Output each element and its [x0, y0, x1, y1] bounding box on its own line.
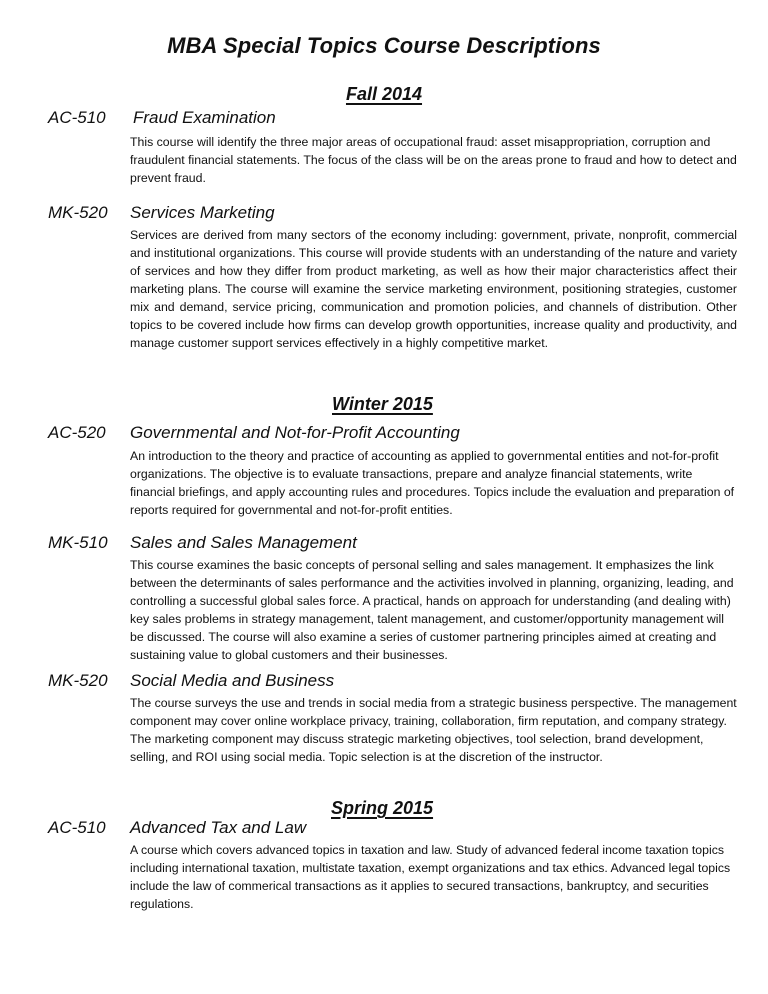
course-title: Services Marketing [130, 203, 275, 222]
course-title: Advanced Tax and Law [130, 818, 307, 837]
course-description: The course surveys the use and trends in social media from a strategic business perspective. The management component may cover online workplace privacy, training, collaboration, firm reputation, and company strategy. The marketing component may discuss strategic marketing objectives, tool selection, brand development, selling, and ROI using social media. Topic selection is at the discretion of the instructor. [130, 696, 737, 764]
course-code: AC-510 [48, 818, 106, 837]
course-code: AC-520 [48, 423, 106, 442]
course-description: Services are derived from many sectors of the economy including: government, private, nonprofit, commercial and institutional organizations. This course will provide students with an understanding of the nature and variety of services and how they differ from product marketing, as well as how their major characteristics affect their marketing plans. The course will examine the service marketing environment, positioning strategies, customer mix and demand, service pricing, communication and promotion policies, and channels of distribution. Other topics to be covered include how firms can develop growth opportunities, increase quality and productivity, and manage customer support services effectively in a highly competitive market. [130, 228, 737, 350]
course-code: MK-520 [48, 671, 108, 690]
course-title: Social Media and Business [130, 671, 335, 690]
course-description: An introduction to the theory and practice of accounting as applied to governmental entities and not-for-profit organizations. The objective is to evaluate transactions, prepare and analyze financial statements, write financial briefings, and apply accounting rules and procedures. Topics include the evaluation and preparation of reports required for governmental and not-for-profit entities. [130, 449, 735, 517]
course-title: Fraud Examination [133, 108, 276, 127]
term-heading-winter-2015: Winter 2015 [332, 394, 433, 414]
course-description: A course which covers advanced topics in taxation and law. Study of advanced federal income taxation topics including international taxation, multistate taxation, exempt organizations and tax ethics. Advanced legal topics include the law of commerical transactions as it applies to secured transactions, bankruptcy, and securities regulations. [130, 843, 731, 911]
document-title: MBA Special Topics Course Descriptions [167, 33, 601, 58]
term-heading-fall-2014: Fall 2014 [345, 84, 423, 104]
course-code: AC-510 [48, 108, 106, 127]
course-description: This course examines the basic concepts of personal selling and sales management. It emphasizes the link between the determinants of sales performance and the activities involved in planning, organizing, leading, and controlling a successful global sales force. A practical, hands on approach for understanding (and dealing with) key sales problems in strategy management, talent management, and customer/opportunity management will be discussed. The course will also examine a series of customer partnering principles aimed at creating and sustaining value to global customers and their businesses. [130, 558, 734, 662]
course-title: Sales and Sales Management [130, 533, 357, 552]
course-code: MK-520 [48, 203, 108, 222]
course-description: This course will identify the three major areas of occupational fraud: asset misappropriation, corruption and fraudulent financial statements. The focus of the class will be on the areas prone to fraud and how to detect and prevent fraud. [130, 135, 737, 185]
term-heading-spring-2015: Spring 2015 [331, 798, 434, 818]
course-title: Governmental and Not-for-Profit Accounting [130, 423, 460, 442]
course-code: MK-510 [48, 533, 108, 552]
